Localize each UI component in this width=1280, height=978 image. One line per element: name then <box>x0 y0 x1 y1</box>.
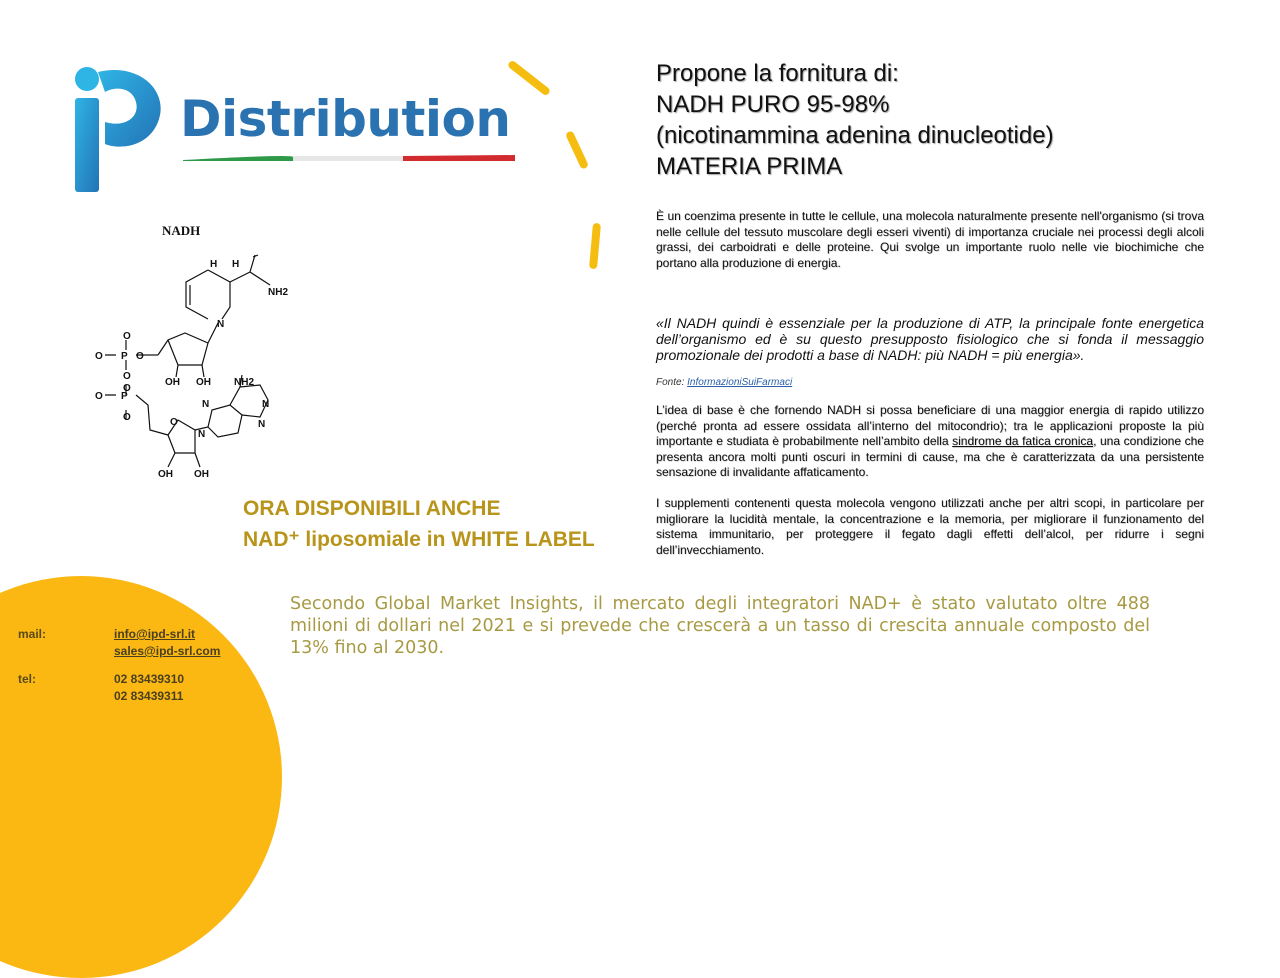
logo-wordmark: Distribution <box>180 90 511 148</box>
source-label: Fonte: <box>656 377 685 388</box>
heading-line: Propone la fornitura di: <box>656 60 899 87</box>
offer-line: ORA DISPONIBILI ANCHE <box>243 497 501 520</box>
svg-text:O: O <box>95 391 103 402</box>
atom-labels <box>95 259 288 480</box>
heading-line: MATERIA PRIMA <box>656 153 843 180</box>
svg-text:OH: OH <box>158 469 173 480</box>
market-insights-text: Secondo Global Market Insights, il mercato degli integratori NAD+ è stato valutato oltre 488 milioni di dollari nel 2021 e si prevede che crescerà a un tasso di crescita annuale composto del 13% fino al 2030. <box>290 594 1150 658</box>
ipd-mark-icon <box>70 62 180 197</box>
svg-text:O: O <box>123 331 131 342</box>
svg-text:O: O <box>170 417 178 428</box>
supplements-paragraph: I supplementi contenenti questa molecola vengono utilizzati anche per altri scopi, in particolare per migliorare la lucidità mentale, la concentrazione e la memoria, per migliorare il funzionamento del sistema immunitario, per proteggere il fegato dagli effetti dell’alcol, per ridurre i segni dell’invecchiamento. <box>656 496 1204 557</box>
svg-text:OH: OH <box>165 377 180 388</box>
svg-text:P: P <box>121 351 128 362</box>
email-info-link[interactable]: info@ipd-srl.it <box>114 627 196 641</box>
quote-paragraph: «Il NADH quindi è essenziale per la produzione di ATP, la principale fonte energetica dell’organismo ed è su questo presupposto fisiologico che si fonda il messaggio promozionale dei prodotti a base di NADH: più NADH = più energia». <box>656 315 1204 363</box>
source-line <box>656 377 792 388</box>
svg-text:N: N <box>262 399 270 410</box>
svg-text:O: O <box>123 412 131 423</box>
italian-flag-stripe <box>183 154 515 161</box>
svg-text:N: N <box>258 419 266 430</box>
ipd-logo <box>70 62 520 197</box>
idea-text-end: , una condizione che presenta ancora molti punti oscuri in termini di cause, ma che è caratterizzata da una persistente sensazione di invalidante affaticamento. <box>656 434 1204 479</box>
molecule-title: NADH <box>162 223 201 238</box>
decor-dash <box>589 223 601 270</box>
intro-paragraph: È un coenzima presente in tutte le cellule, una molecola naturalmente presente nell'organismo (si trova nelle cellule del tessuto muscolare degli esseri viventi) di importanza cruciale nei processi degli alcoli grassi, dei carboidrati e delle proteine. Qui svolge un importante ruolo nelle vie biochimiche che portano alla produzione di energia. <box>656 209 1204 270</box>
svg-text:H: H <box>232 259 240 270</box>
svg-text:OH: OH <box>194 469 209 480</box>
phone-2[interactable]: 02 83439311 <box>114 689 184 703</box>
decor-dash <box>565 130 589 170</box>
heading-line: NADH PURO 95-98% <box>656 91 890 118</box>
svg-text:N: N <box>198 429 206 440</box>
tel-label: tel: <box>18 672 36 686</box>
svg-text:N: N <box>217 319 225 330</box>
phone-1[interactable]: 02 83439310 <box>114 672 185 686</box>
email-sales-link[interactable]: sales@ipd-srl.com <box>114 644 221 658</box>
svg-text:OH: OH <box>196 377 211 388</box>
svg-text:O: O <box>136 351 144 362</box>
heading-line: (nicotinammina adenina dinucleotide) <box>656 122 1054 149</box>
white-label-offer <box>243 493 595 555</box>
offer-line: NAD⁺ liposomiale in WHITE LABEL <box>243 528 595 551</box>
nadh-structure-diagram <box>90 215 320 485</box>
svg-text:P: P <box>121 391 128 402</box>
svg-text:NH2: NH2 <box>234 377 255 388</box>
svg-text:O: O <box>123 383 131 394</box>
svg-text:O: O <box>123 371 131 382</box>
source-link[interactable]: InformazioniSuiFarmaci <box>687 377 793 388</box>
idea-text: L’idea di base è che fornendo NADH si possa beneficiare di una maggior energia di rapido utilizzo (perché pronta ad essere ossidata all’interno del mitocondrio); tra le applicazioni proposte la più importante e studiata è probabilmente nell’ambito della <box>656 403 1204 448</box>
mail-label: mail: <box>18 627 47 641</box>
offer-heading <box>656 58 1256 182</box>
svg-text:NH2: NH2 <box>268 287 289 298</box>
svg-text:O: O <box>95 351 103 362</box>
fatigue-syndrome-link[interactable]: sindrome da fatica cronica <box>952 434 1094 448</box>
idea-paragraph <box>656 403 1204 481</box>
svg-text:H: H <box>210 259 218 270</box>
svg-text:N: N <box>202 399 210 410</box>
